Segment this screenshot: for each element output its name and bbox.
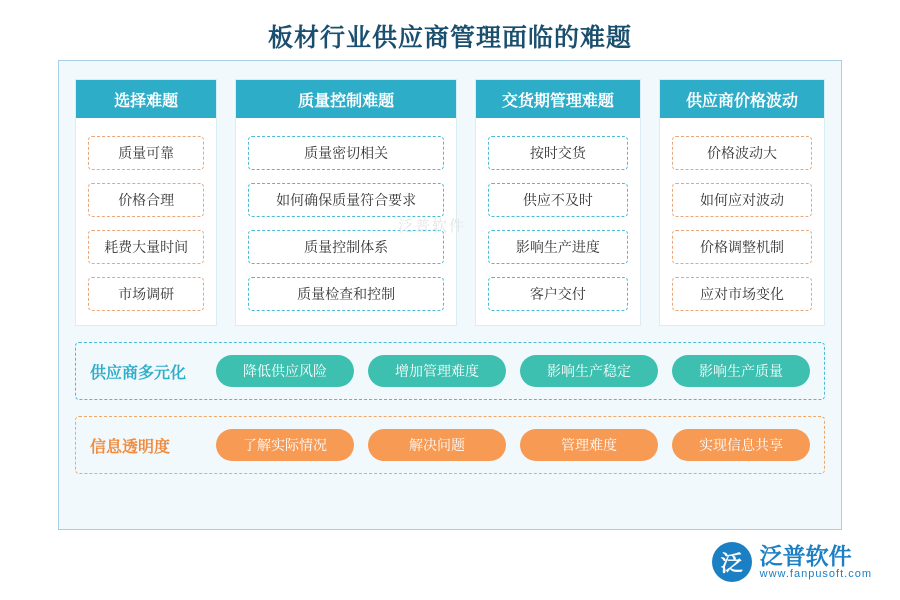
column-item: 价格合理 xyxy=(88,183,204,217)
logo-domain: www.fanpusoft.com xyxy=(759,568,872,581)
column-price-fluctuation xyxy=(659,79,825,326)
band-pill: 管理难度 xyxy=(520,429,658,461)
band-label: 信息透明度 xyxy=(90,438,171,456)
page-title: 板材行业供应商管理面临的难题 xyxy=(267,24,632,52)
column-header: 质量控制难题 xyxy=(236,80,455,118)
column-header: 交货期管理难题 xyxy=(476,80,640,118)
column-selection xyxy=(75,79,217,326)
band-pill: 增加管理难度 xyxy=(368,355,506,387)
watermark: 泛普软件 xyxy=(398,218,467,235)
band-label: 供应商多元化 xyxy=(90,364,187,382)
logo-mark-icon: 泛 xyxy=(712,542,752,582)
column-item: 客户交付 xyxy=(488,277,628,311)
column-items xyxy=(236,136,455,311)
column-item: 市场调研 xyxy=(88,277,204,311)
column-header: 选择难题 xyxy=(76,80,216,118)
band-pill: 降低供应风险 xyxy=(216,355,354,387)
column-quality-control xyxy=(235,79,456,326)
columns-row xyxy=(59,61,841,326)
company-logo xyxy=(712,542,872,582)
column-item: 价格调整机制 xyxy=(672,230,812,264)
band-pill: 了解实际情况 xyxy=(216,429,354,461)
column-item: 价格波动大 xyxy=(672,136,812,170)
column-item: 耗费大量时间 xyxy=(88,230,204,264)
band-pill: 影响生产稳定 xyxy=(520,355,658,387)
column-item: 如何应对波动 xyxy=(672,183,812,217)
column-item: 质量检查和控制 xyxy=(248,277,443,311)
column-items xyxy=(660,136,824,311)
column-header: 供应商价格波动 xyxy=(660,80,824,118)
column-item: 质量可靠 xyxy=(88,136,204,170)
column-item: 按时交货 xyxy=(488,136,628,170)
column-item: 供应不及时 xyxy=(488,183,628,217)
column-items xyxy=(76,136,216,311)
logo-name: 泛普软件 xyxy=(759,542,852,569)
column-items xyxy=(476,136,640,311)
column-item: 应对市场变化 xyxy=(672,277,812,311)
band-supplier-diversification xyxy=(75,342,825,400)
band-pill: 实现信息共享 xyxy=(672,429,810,461)
column-item: 如何确保质量符合要求 xyxy=(248,183,443,217)
column-item: 质量控制体系 xyxy=(248,230,443,264)
column-delivery xyxy=(475,79,641,326)
column-item: 影响生产进度 xyxy=(488,230,628,264)
diagram-panel xyxy=(58,60,842,530)
band-pill: 解决问题 xyxy=(368,429,506,461)
band-pill: 影响生产质量 xyxy=(672,355,810,387)
band-information-transparency xyxy=(75,416,825,474)
column-item: 质量密切相关 xyxy=(248,136,443,170)
